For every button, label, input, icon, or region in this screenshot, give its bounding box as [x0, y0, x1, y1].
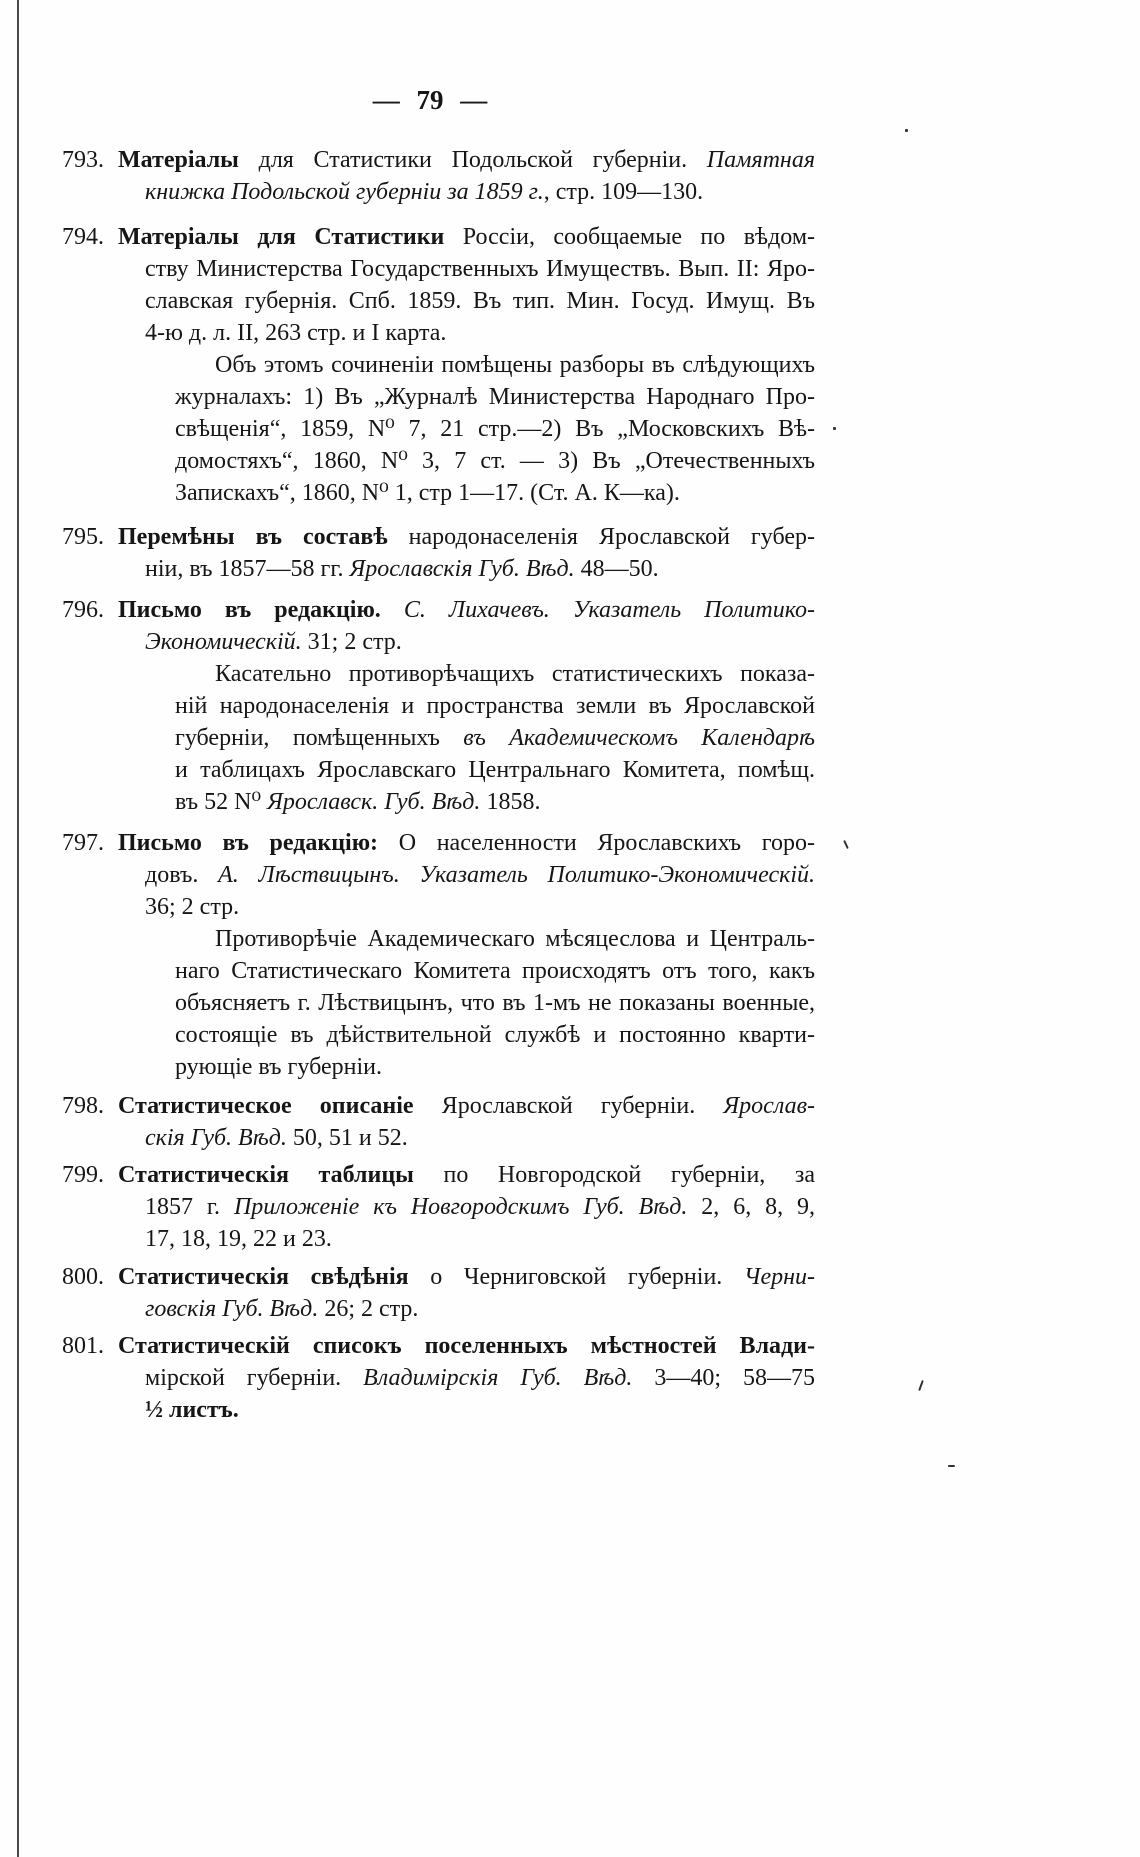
entry-line [62, 521, 815, 553]
entry-line [62, 553, 815, 585]
entry-text: Ярославской губерніи. [413, 1093, 724, 1119]
bibliography-entry-796 [62, 594, 815, 818]
entry-text: славская губернія. Спб. 1859. Въ тип. Мин. Госуд. Имущ. Въ [145, 288, 815, 314]
entry-text: Россіи, сообщаемые по вѣдом- [444, 224, 816, 250]
entry-note-line [62, 349, 815, 381]
note-source: Ярославск. Губ. Вѣд. [267, 789, 481, 815]
bibliography-entry-794 [62, 221, 815, 509]
entry-text: 1857 г. [145, 1194, 234, 1220]
entry-text: мірской губерніи. [145, 1365, 364, 1391]
entry-note-line [62, 786, 815, 818]
entry-note-line [62, 1051, 815, 1083]
scan-speck [833, 427, 836, 430]
entry-source: Ярославскія Губ. Вѣд. [349, 556, 575, 582]
entry-source: Экономическій. [145, 629, 302, 655]
entry-text: О населенности Ярославскихъ горо- [378, 830, 815, 856]
entry-number: 799. [62, 1162, 104, 1188]
entry-source: говскія Губ. Вѣд. [145, 1296, 319, 1322]
entry-note-line [62, 690, 815, 722]
entry-note-line [62, 381, 815, 413]
note-source: въ Академическомъ Календарѣ [463, 725, 815, 751]
note-text: въ 52 N⁰ [175, 789, 268, 815]
entry-text: ніи, въ 1857—58 гг. [145, 556, 350, 582]
entry-line [62, 1122, 815, 1154]
entry-note-line [62, 658, 815, 690]
entry-line [62, 1191, 815, 1223]
entry-title: Матеріалы для Статистики [118, 224, 445, 250]
bibliography-entry-801 [62, 1330, 815, 1426]
entry-text: довъ. [145, 862, 219, 888]
scan-speck [918, 1380, 924, 1391]
entry-line [62, 1159, 815, 1191]
entry-title: Перемѣны въ составѣ [118, 524, 388, 550]
note-text: домостяхъ“, 1860, N⁰ 3, 7 ст. — 3) Въ „Отечественныхъ [175, 448, 815, 474]
entry-number: 801. [62, 1333, 104, 1359]
entry-text: ству Министерства Государственныхъ Имуществъ. Вып. II: Яро- [145, 256, 815, 282]
entry-source: А. Лѣствицынъ. Указатель Политико-Экономическій. [218, 862, 815, 888]
entry-line [62, 1293, 815, 1325]
note-text: объясняетъ г. Лѣствицынъ, что въ 1-мъ не показаны военные, [175, 990, 815, 1016]
entry-number: 796. [62, 597, 104, 623]
bibliography-entry-797 [62, 827, 815, 1083]
entry-title: Статистическое описаніе [118, 1093, 414, 1119]
note-text: Касательно противорѣчащихъ статистическихъ показа- [215, 661, 815, 687]
bibliography-entry-800 [62, 1261, 815, 1325]
entry-line [62, 827, 815, 859]
entry-text: 4-ю д. л. II, 263 стр. и I карта. [145, 320, 447, 346]
entry-text: 3—40; 58—75 [632, 1365, 815, 1391]
note-text: губерніи, помѣщенныхъ [175, 725, 464, 751]
entry-note-line [62, 923, 815, 955]
entry-text: 2, 6, 8, 9, [687, 1194, 816, 1220]
entry-text: о Черниговской губерніи. [408, 1264, 744, 1290]
entry-line [62, 1330, 815, 1362]
note-text: Запискахъ“, 1860, N⁰ 1, стр 1—17. (Ст. А. К—ка). [175, 480, 680, 506]
note-text: состоящіе въ дѣйствительной службѣ и постоянно кварти- [175, 1022, 815, 1048]
entry-line [62, 859, 815, 891]
entry-line [62, 1394, 815, 1426]
note-text: наго Статистическаго Комитета происходятъ отъ того, какъ [175, 958, 815, 984]
entry-text: 50, 51 и 52. [286, 1125, 408, 1151]
scan-edge-line [17, 0, 19, 1857]
entry-line [62, 891, 815, 923]
entry-line [62, 1261, 815, 1293]
entry-text: народонаселенія Ярославской губер- [387, 524, 815, 550]
entry-text: для Статистики Подольской губерніи. [238, 147, 707, 173]
entry-number: 793. [62, 147, 104, 173]
entry-source: Памятная [706, 147, 815, 173]
entry-line [62, 317, 815, 349]
entry-line [62, 176, 815, 208]
scan-speck [843, 840, 849, 849]
entry-title: Письмо въ редакцію: [118, 830, 379, 856]
note-text: и таблицахъ Ярославскаго Центральнаго Комитета, помѣщ. [175, 757, 815, 783]
entry-source: книжка Подольской губерніи за 1859 г. [145, 179, 544, 205]
entry-line [62, 285, 815, 317]
entry-line [62, 594, 815, 626]
entry-line [62, 253, 815, 285]
entry-line [62, 626, 815, 658]
entry-text: 17, 18, 19, 22 и 23. [145, 1226, 332, 1252]
entry-text: ½ листъ. [145, 1397, 239, 1423]
entry-text: 48—50. [574, 556, 659, 582]
note-text: Противорѣчіе Академическаго мѣсяцеслова и Централь- [215, 926, 815, 952]
entry-title: Статистическія свѣдѣнія [118, 1264, 409, 1290]
entry-number: 794. [62, 224, 104, 250]
entry-note-line [62, 477, 815, 509]
entry-note-line [62, 722, 815, 754]
entry-text: по Новгородской губерніи, за [413, 1162, 815, 1188]
entry-title: Матеріалы [118, 147, 239, 173]
entry-note-line [62, 413, 815, 445]
entry-text: 36; 2 стр. [145, 894, 240, 920]
entry-text: , стр. 109—130. [543, 179, 704, 205]
entry-source: скія Губ. Вѣд. [145, 1125, 287, 1151]
entry-note-line [62, 955, 815, 987]
scan-speck [948, 1465, 955, 1467]
entry-source: С. Лихачевъ. Указатель Политико- [380, 597, 815, 623]
entry-number: 795. [62, 524, 104, 550]
bibliography-list [62, 144, 815, 1426]
entry-title: Статистическій списокъ поселенныхъ мѣстностей Влади- [118, 1333, 815, 1359]
note-text: Объ этомъ сочиненіи помѣщены разборы въ слѣдующихъ [215, 352, 815, 378]
bibliography-entry-795 [62, 521, 815, 585]
note-text: 1858. [480, 789, 541, 815]
scan-speck [905, 129, 908, 132]
entry-line [62, 1090, 815, 1122]
entry-title: Статистическія таблицы [118, 1162, 414, 1188]
bibliography-entry-799 [62, 1159, 815, 1255]
entry-text: 26; 2 стр. [318, 1296, 419, 1322]
entry-line [62, 221, 815, 253]
entry-source: Ярослав- [723, 1093, 815, 1119]
entry-note-line [62, 445, 815, 477]
entry-line [62, 144, 815, 176]
note-text: рующіе въ губерніи. [175, 1054, 382, 1080]
entry-number: 800. [62, 1264, 104, 1290]
entry-text: 31; 2 стр. [301, 629, 402, 655]
entry-number: 798. [62, 1093, 104, 1119]
entry-source: Приложеніе къ Новгородскимъ Губ. Вѣд. [233, 1194, 688, 1220]
entry-note-line [62, 1019, 815, 1051]
note-text: ній народонаселенія и пространства земли въ Ярославской [175, 693, 815, 719]
note-text: журналахъ: 1) Въ „Журналѣ Министерства Народнаго Про- [175, 384, 815, 410]
entry-line [62, 1362, 815, 1394]
page-number: — 79 — [372, 85, 488, 115]
entry-line [62, 1223, 815, 1255]
entry-note-line [62, 754, 815, 786]
entry-note-line [62, 987, 815, 1019]
note-text: свѣщенія“, 1859, N⁰ 7, 21 стр.—2) Въ „Московскихъ Вѣ- [175, 416, 815, 442]
entry-source: Владимірскія Губ. Вѣд. [363, 1365, 633, 1391]
entry-title: Письмо въ редакцію. [118, 597, 381, 623]
bibliography-entry-798 [62, 1090, 815, 1154]
entry-source: Черни- [743, 1264, 816, 1290]
entry-number: 797. [62, 830, 104, 856]
bibliography-entry-793 [62, 144, 815, 208]
